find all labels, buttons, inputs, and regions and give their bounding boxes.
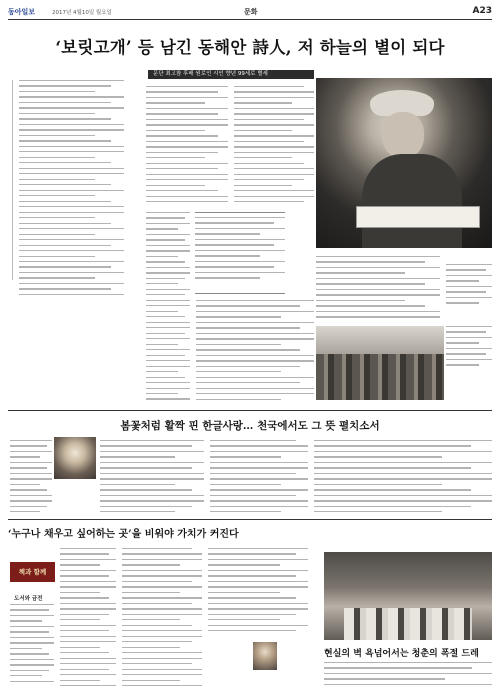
- story-kicker: 문단 최고참 후배 원로인 시인 향년 99세로 별세: [148, 70, 314, 79]
- middle-text-col-2: [100, 440, 204, 514]
- lower-headline: ‘누구나 채우고 싶어하는 곳’을 비워야 가치가 커진다: [8, 529, 239, 540]
- masthead: [8, 6, 492, 20]
- newspaper-logo: 동아일보: [8, 8, 36, 16]
- stage-photo: [324, 552, 492, 640]
- body-shape: [362, 154, 462, 248]
- stage-headline: 현실의 벽 욕넘어서는 청춘의 폭절 드레: [324, 649, 479, 659]
- left-column-text: [19, 80, 124, 295]
- article-text-col-2: [234, 86, 314, 204]
- lower-text-col-3: [122, 548, 202, 686]
- left-column: [12, 80, 124, 280]
- group-photo: [316, 326, 444, 400]
- columnist-photo: [54, 437, 96, 479]
- page-number: A23: [472, 6, 492, 16]
- lower-text-col-2: [60, 548, 116, 686]
- article-text-col-3: [146, 212, 190, 400]
- lower-text-col-1: [10, 604, 54, 686]
- middle-text-col-1: [10, 440, 52, 514]
- section-divider-1: [8, 410, 492, 411]
- lower-text-col-4: [208, 548, 308, 636]
- dateline: 2017년 4월10일 월요일: [52, 10, 112, 16]
- middle-text-col-4: [314, 440, 492, 514]
- middle-headline: 봄꽃처럼 활짝 핀 한글사랑… 천국에서도 그 뜻 펼치소서: [120, 420, 380, 432]
- section-label: 문화: [244, 8, 258, 16]
- top-headline: ‘보릿고개’ 등 남긴 동해안 詩人, 저 하늘의 별이 되다: [55, 38, 445, 57]
- book-title: 도서와 금전: [14, 596, 43, 602]
- author-photo: [253, 642, 277, 670]
- section-divider-2: [8, 519, 492, 520]
- article-text-col-4: [196, 300, 314, 400]
- article-text-col-1: [146, 86, 228, 204]
- face-shape: [382, 112, 424, 158]
- pull-quote: [195, 212, 285, 294]
- article-text-col-5: [316, 256, 440, 320]
- group-photo-caption: [446, 326, 492, 396]
- book-section-logo: 책과 함께: [10, 562, 55, 582]
- poet-portrait-photo: [316, 78, 492, 248]
- banner-shape: [356, 206, 480, 228]
- portrait-caption: [446, 264, 492, 322]
- stage-text: [324, 662, 492, 688]
- middle-text-col-3: [210, 440, 308, 514]
